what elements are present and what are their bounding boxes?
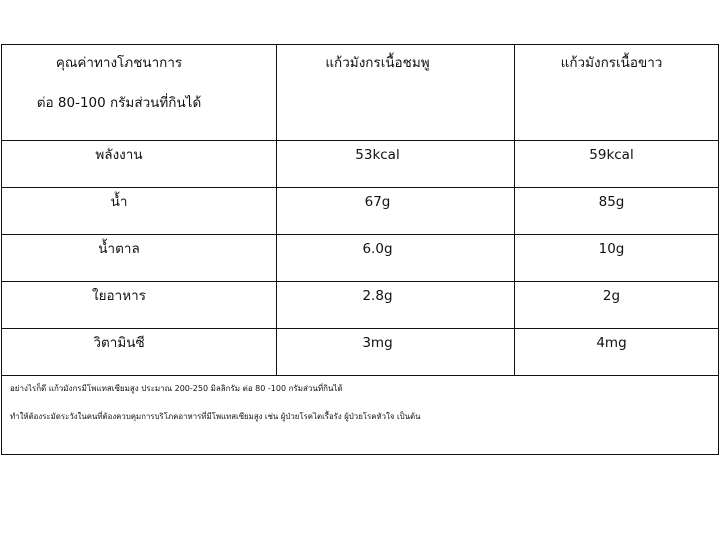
row-label-cell (2, 188, 277, 235)
table-row (2, 141, 719, 188)
header-white-cell (515, 45, 719, 141)
row-white-cell (515, 329, 719, 376)
row-pink-cell (277, 235, 515, 282)
row-label-cell (2, 235, 277, 282)
table-row (2, 235, 719, 282)
row-white-value: 2g (602, 288, 621, 304)
row-white-value: 4mg (596, 335, 627, 351)
row-label-cell (2, 141, 277, 188)
header-pink-cell (277, 45, 515, 141)
row-pink-cell (277, 282, 515, 329)
table-row (2, 329, 719, 376)
row-white-cell (515, 235, 719, 282)
header-white-flesh: แก้วมังกรเนื้อขาว (560, 55, 663, 71)
row-pink-value: 67g (364, 194, 391, 210)
header-label-cell (2, 45, 277, 141)
table-row (2, 188, 719, 235)
note-cell (2, 376, 719, 455)
header-pink-flesh: แก้วมังกรเนื้อชมพู (325, 55, 430, 71)
row-label: น้ำ (110, 194, 128, 210)
row-white-cell (515, 188, 719, 235)
row-pink-cell (277, 188, 515, 235)
row-white-value: 10g (598, 241, 625, 257)
row-white-value: 59kcal (589, 147, 634, 163)
table-note-row (2, 376, 719, 455)
nutrition-table (1, 44, 719, 455)
row-pink-value: 53kcal (355, 147, 400, 163)
row-label: พลังงาน (95, 147, 143, 163)
row-label-cell (2, 329, 277, 376)
note-line-2: ทำให้ต้องระมัดระวังในคนที่ต้องควบคุมการบริโภคอาหารที่มีโพแทสเซียมสูง เช่น ผู้ป่วยโรคไตเรื้อรัง ผู้ป่วยโรคหัวใจ เป็นต้น (10, 412, 421, 421)
row-white-value: 85g (598, 194, 625, 210)
table-header-row (2, 45, 719, 141)
row-label: น้ำตาล (98, 241, 140, 257)
row-white-cell (515, 282, 719, 329)
row-pink-cell (277, 329, 515, 376)
row-white-cell (515, 141, 719, 188)
table-row (2, 282, 719, 329)
row-label: วิตามินซี (93, 335, 145, 351)
row-pink-value: 6.0g (362, 241, 393, 257)
row-pink-cell (277, 141, 515, 188)
note-line-1: อย่างไรก็ดี แก้วมังกรมีโพแทสเซียมสูง ประมาณ 200-250 มิลลิกรัม ต่อ 80 -100 กรัมส่วนที่กินได้ (10, 384, 343, 393)
row-pink-value: 3mg (362, 335, 393, 351)
row-label: ใยอาหาร (92, 288, 146, 304)
header-label-line2: ต่อ 80-100 กรัมส่วนที่กินได้ (36, 95, 202, 111)
row-pink-value: 2.8g (362, 288, 393, 304)
row-label-cell (2, 282, 277, 329)
header-label-line1: คุณค่าทางโภชนาการ (55, 55, 183, 71)
